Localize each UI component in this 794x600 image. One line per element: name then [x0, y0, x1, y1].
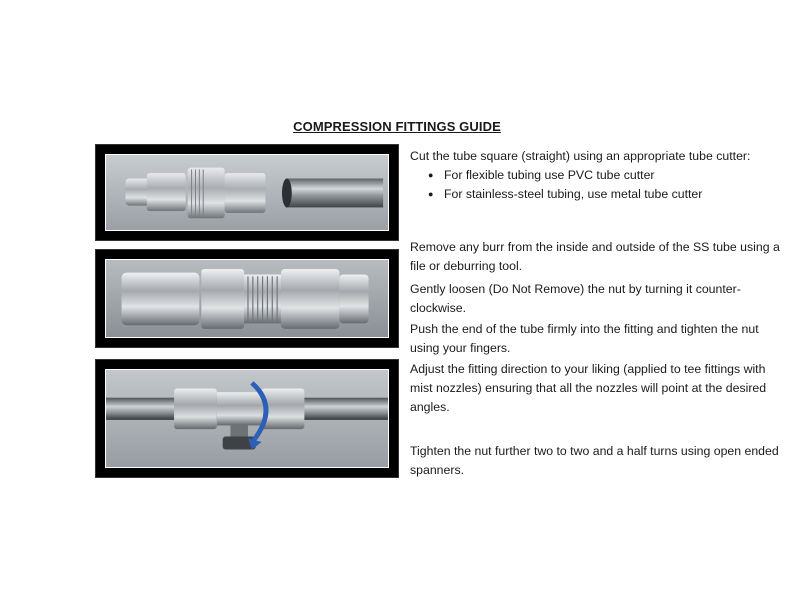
step-cut-tube	[410, 147, 780, 204]
step-remove-burr	[410, 238, 780, 276]
step-push-text: Push the end of the tube firmly into the fitting and tighten the nut using your fingers.	[410, 322, 759, 355]
page-title: COMPRESSION FITTINGS GUIDE	[293, 119, 501, 134]
step-cut-text: Cut the tube square (straight) using an appropriate tube cutter:	[410, 149, 751, 163]
step-tighten-nut	[410, 442, 780, 480]
list-item: ● For flexible tubing use PVC tube cutter	[428, 166, 780, 185]
step-burr-text: Remove any burr from the inside and outside of the SS tube using a file or deburring tool.	[410, 240, 780, 273]
step-adjust-direction	[410, 360, 780, 417]
photo-tee-fitting	[96, 360, 398, 477]
photo-fitting-and-tube	[96, 145, 398, 240]
step-push-tube	[410, 320, 780, 358]
tee-fitting-with-nozzle-photo-icon	[106, 370, 388, 467]
step-loosen-text: Gently loosen (Do Not Remove) the nut by turning it counter-clockwise.	[410, 282, 741, 315]
step-tighten-text: Tighten the nut further two to two and a half turns using open ended spanners.	[410, 444, 779, 477]
step-loosen-nut	[410, 280, 780, 318]
assembled-union-fitting-photo-icon	[106, 260, 388, 337]
fitting-and-tube-photo-icon	[106, 155, 388, 230]
step-adjust-text: Adjust the fitting direction to your liking (applied to tee fittings with mist nozzles) ensuring that all the nozzles will point at the desired angles.	[410, 362, 767, 414]
cutter-bullet-list	[410, 166, 780, 204]
photo-assembled-union	[96, 250, 398, 347]
list-item: ● For stainless-steel tubing, use metal tube cutter	[428, 185, 780, 204]
